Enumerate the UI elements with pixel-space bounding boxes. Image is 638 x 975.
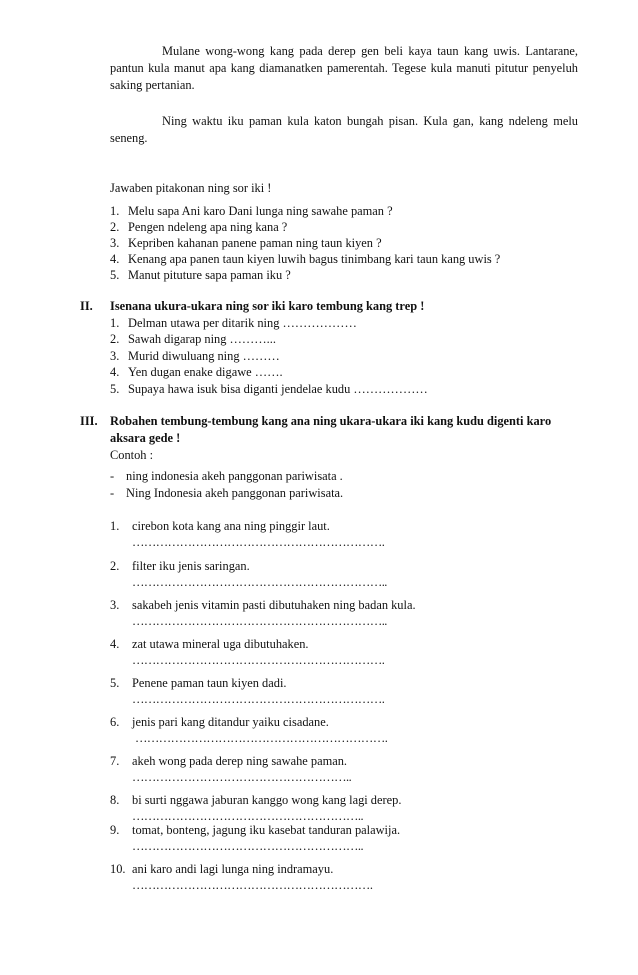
section3-item-7-text: akeh wong pada derep ning sawahe paman. (132, 754, 348, 768)
section1-instruction: Jawaben pitakonan ning sor iki ! (110, 181, 272, 195)
section3-item-10-answer-line: ……………………………………………………. (132, 878, 373, 892)
section3-example-label: Contoh : (110, 448, 154, 462)
section2-item-4-number: 4. (110, 365, 120, 379)
section3-item-9-text: tomat, bonteng, jagung iku kasebat tanduran palawija. (132, 823, 401, 837)
section3-item-4-answer-line: ………………………………………………………. (132, 653, 385, 667)
section3-item-6-text: jenis pari kang ditandur yaiku cisadane. (132, 715, 329, 729)
example-1-dash: - (110, 469, 115, 483)
section3-item-3-answer-line: ……………………………………………………….. (132, 614, 387, 628)
section2-item-2-text: Sawah digarap ning ………... (128, 332, 276, 346)
section1-item-2-number: 2. (110, 220, 120, 234)
section3-item-6-number: 6. (110, 715, 120, 729)
section2-item-2-number: 2. (110, 332, 120, 346)
section1-item-1-text: Melu sapa Ani karo Dani lunga ning sawahe paman ? (128, 204, 393, 218)
section2-item-1-number: 1. (110, 316, 120, 330)
section1-item-4-text: Kenang apa panen taun kiyen luwih bagus tinimbang kari taun kang uwis ? (128, 252, 501, 266)
example-2-dash: - (110, 486, 115, 500)
section3-item-8-number: 8. (110, 793, 120, 807)
section1-item-3-number: 3. (110, 236, 120, 250)
section3-item-10-number: 10. (110, 862, 126, 876)
section2-roman-numeral: II. (80, 299, 93, 313)
intro-paragraph-2 (110, 113, 578, 147)
section3-item-1-text: cirebon kota kang ana ning pinggir laut. (132, 519, 330, 533)
section3-item-4-text: zat utawa mineral uga dibutuhaken. (132, 637, 309, 651)
section1-item-2-text: Pengen ndeleng apa ning kana ? (128, 220, 288, 234)
section3-item-8-text: bi surti nggawa jaburan kanggo wong kang lagi derep. (132, 793, 402, 807)
section3-item-6-answer-line: ………………………………………………………. (135, 731, 388, 745)
section1-item-4-number: 4. (110, 252, 120, 266)
intro-paragraph-2-text: Ning waktu iku paman kula katon bungah pisan. Kula gan, kang ndeleng melu seneng. (110, 114, 578, 145)
intro-paragraph-1 (110, 43, 578, 94)
section1-item-5-text: Manut pituture sapa paman iku ? (128, 268, 291, 282)
section3-item-4-number: 4. (110, 637, 120, 651)
section2-item-4-text: Yen dugan enake digawe ……. (128, 365, 283, 379)
example-1-text: ning indonesia akeh panggonan pariwisata . (126, 469, 343, 483)
section1-item-3-text: Kepriben kahanan panene paman ning taun kiyen ? (128, 236, 382, 250)
section3-item-8-answer-line: ………………………………………………….. (132, 809, 364, 823)
section3-item-2-answer-line: ……………………………………………………….. (132, 575, 387, 589)
section3-item-2-text: filter iku jenis saringan. (132, 559, 250, 573)
section3-title-line-1: Robahen tembung-tembung kang ana ning ukara-ukara iki kang kudu digenti karo (110, 414, 552, 428)
section3-item-10-text: ani karo andi lagi lunga ning indramayu. (132, 862, 334, 876)
section2-title: Isenana ukura-ukara ning sor iki karo tembung kang trep ! (110, 299, 425, 313)
section3-item-1-answer-line: ………………………………………………………. (132, 535, 385, 549)
section1-item-1-number: 1. (110, 204, 120, 218)
section3-item-1-number: 1. (110, 519, 120, 533)
section2-item-5-text: Supaya hawa isuk bisa diganti jendelae kudu ……………… (128, 382, 428, 396)
example-2-text: Ning Indonesia akeh panggonan pariwisata. (126, 486, 344, 500)
intro-paragraph-1-text: Mulane wong-wong kang pada derep gen beli kaya taun kang uwis. Lantarane, pantun kula manut apa kang diamanatken pamerentah. Tegese kula manuti pitutur penyeluh saking pertanian. (110, 44, 578, 92)
section3-item-9-answer-line: ………………………………………………….. (132, 839, 364, 853)
section1-item-5-number: 5. (110, 268, 120, 282)
section2-item-1-text: Delman utawa per ditarik ning ……………… (128, 316, 357, 330)
section3-item-5-answer-line: ………………………………………………………. (132, 692, 385, 706)
section3-item-3-text: sakabeh jenis vitamin pasti dibutuhaken ning badan kula. (132, 598, 416, 612)
section3-item-7-number: 7. (110, 754, 120, 768)
section3-item-9-number: 9. (110, 823, 120, 837)
section2-item-5-number: 5. (110, 382, 120, 396)
section3-item-5-number: 5. (110, 676, 120, 690)
section3-item-7-answer-line: ……………………………………………….. (132, 770, 352, 784)
section3-title-line-2: aksara gede ! (110, 431, 181, 445)
section3-item-3-number: 3. (110, 598, 120, 612)
section3-item-2-number: 2. (110, 559, 120, 573)
section3-roman-numeral: III. (80, 414, 98, 428)
section3-item-5-text: Penene paman taun kiyen dadi. (132, 676, 287, 690)
section2-item-3-number: 3. (110, 349, 120, 363)
section2-item-3-text: Murid diwuluang ning ……… (128, 349, 280, 363)
